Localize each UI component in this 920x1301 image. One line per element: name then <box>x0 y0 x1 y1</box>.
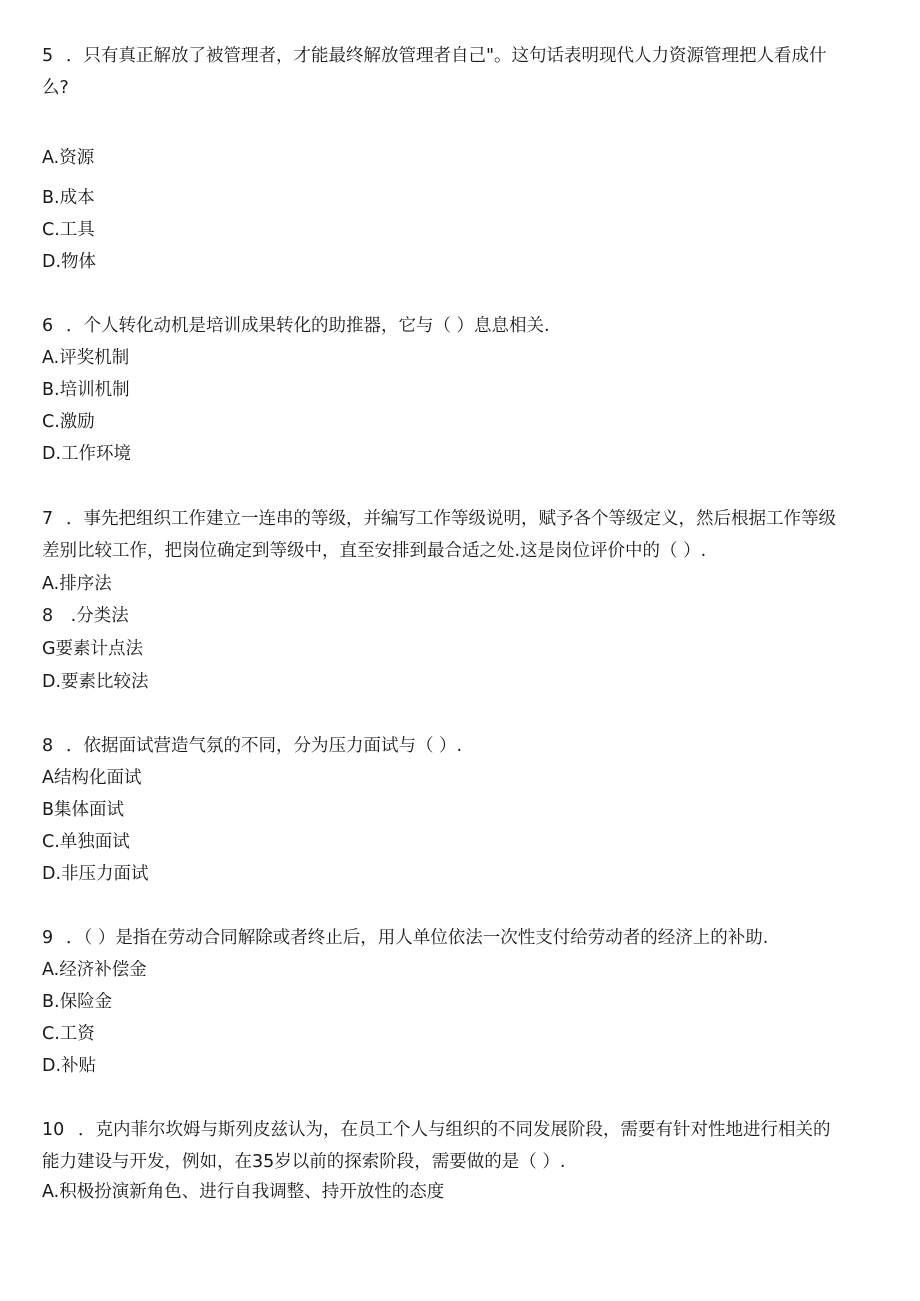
question-9-option-a: A.经济补偿金 <box>42 960 147 980</box>
question-7-option-d: D.要素比较法 <box>42 672 149 692</box>
question-text: ．个人转化动机是培训成果转化的助推器，它与（ ）息息相关. <box>66 316 550 336</box>
question-6-line-1 <box>42 314 550 338</box>
question-number: 10 <box>42 1120 65 1140</box>
question-text: ．依据面试营造气氛的不同，分为压力面试与（ ）. <box>66 736 463 756</box>
question-number: 9 <box>42 928 54 948</box>
question-8-option-c: C.单独面试 <box>42 832 130 852</box>
question-9-option-d: D.补贴 <box>42 1056 97 1076</box>
question-6-option-c: C.激励 <box>42 412 95 432</box>
question-7-option-b: 8 .分类法 <box>42 606 129 626</box>
question-text: ．事先把组织工作建立一连串的等级，并编写工作等级说明，赋予各个等级定义，然后根据工作等级 <box>66 509 836 529</box>
question-10-option-a: A.积极扮演新角色、进行自我调整、持开放性的态度 <box>42 1182 445 1202</box>
question-9-option-b: B.保险金 <box>42 992 113 1012</box>
question-6-option-b: B.培训机制 <box>42 380 130 400</box>
question-number: 7 <box>42 509 54 529</box>
question-7-option-c: G要素计点法 <box>42 639 144 659</box>
question-5-option-a: A.资源 <box>42 148 95 168</box>
question-10-line-2: 能力建设与开发，例如，在35岁以前的探索阶段，需要做的是（ ）. <box>42 1152 566 1172</box>
question-8-line-1 <box>42 734 462 758</box>
question-9-line-1 <box>42 926 768 950</box>
question-number: 5 <box>42 46 54 66</box>
question-number: 6 <box>42 316 54 336</box>
question-6-option-d: D.工作环境 <box>42 444 132 464</box>
question-number: 8 <box>42 736 54 756</box>
question-8-option-b: B集体面试 <box>42 800 125 820</box>
question-text: ．（ ）是指在劳动合同解除或者终止后，用人单位依法一次性支付给劳动者的经济上的补助. <box>66 928 769 948</box>
question-5-option-c: C.工具 <box>42 220 95 240</box>
question-5-option-d: D.物体 <box>42 252 97 272</box>
question-10-line-1 <box>42 1118 831 1142</box>
question-text: ．只有真正解放了被管理者，才能最终解放管理者自己"。这句话表明现代人力资源管理把人看成什 <box>66 46 827 66</box>
question-7-line-1 <box>42 507 836 531</box>
question-6-option-a: A.评奖机制 <box>42 348 130 368</box>
question-5-line-2: 么? <box>42 78 69 98</box>
question-8-option-a: A结构化面试 <box>42 768 142 788</box>
question-7-option-a: A.排序法 <box>42 574 112 594</box>
question-8-option-d: D.非压力面试 <box>42 864 149 884</box>
question-9-option-c: C.工资 <box>42 1024 95 1044</box>
question-5-line-1 <box>42 44 827 68</box>
question-7-line-2: 差别比较工作，把岗位确定到等级中，直至安排到最合适之处.这是岗位评价中的（ ）. <box>42 541 707 561</box>
question-5-option-b: B.成本 <box>42 188 95 208</box>
question-text: ．克内菲尔坎姆与斯列皮兹认为，在员工个人与组织的不同发展阶段，需要有针对性地进行相关的 <box>78 1120 831 1140</box>
